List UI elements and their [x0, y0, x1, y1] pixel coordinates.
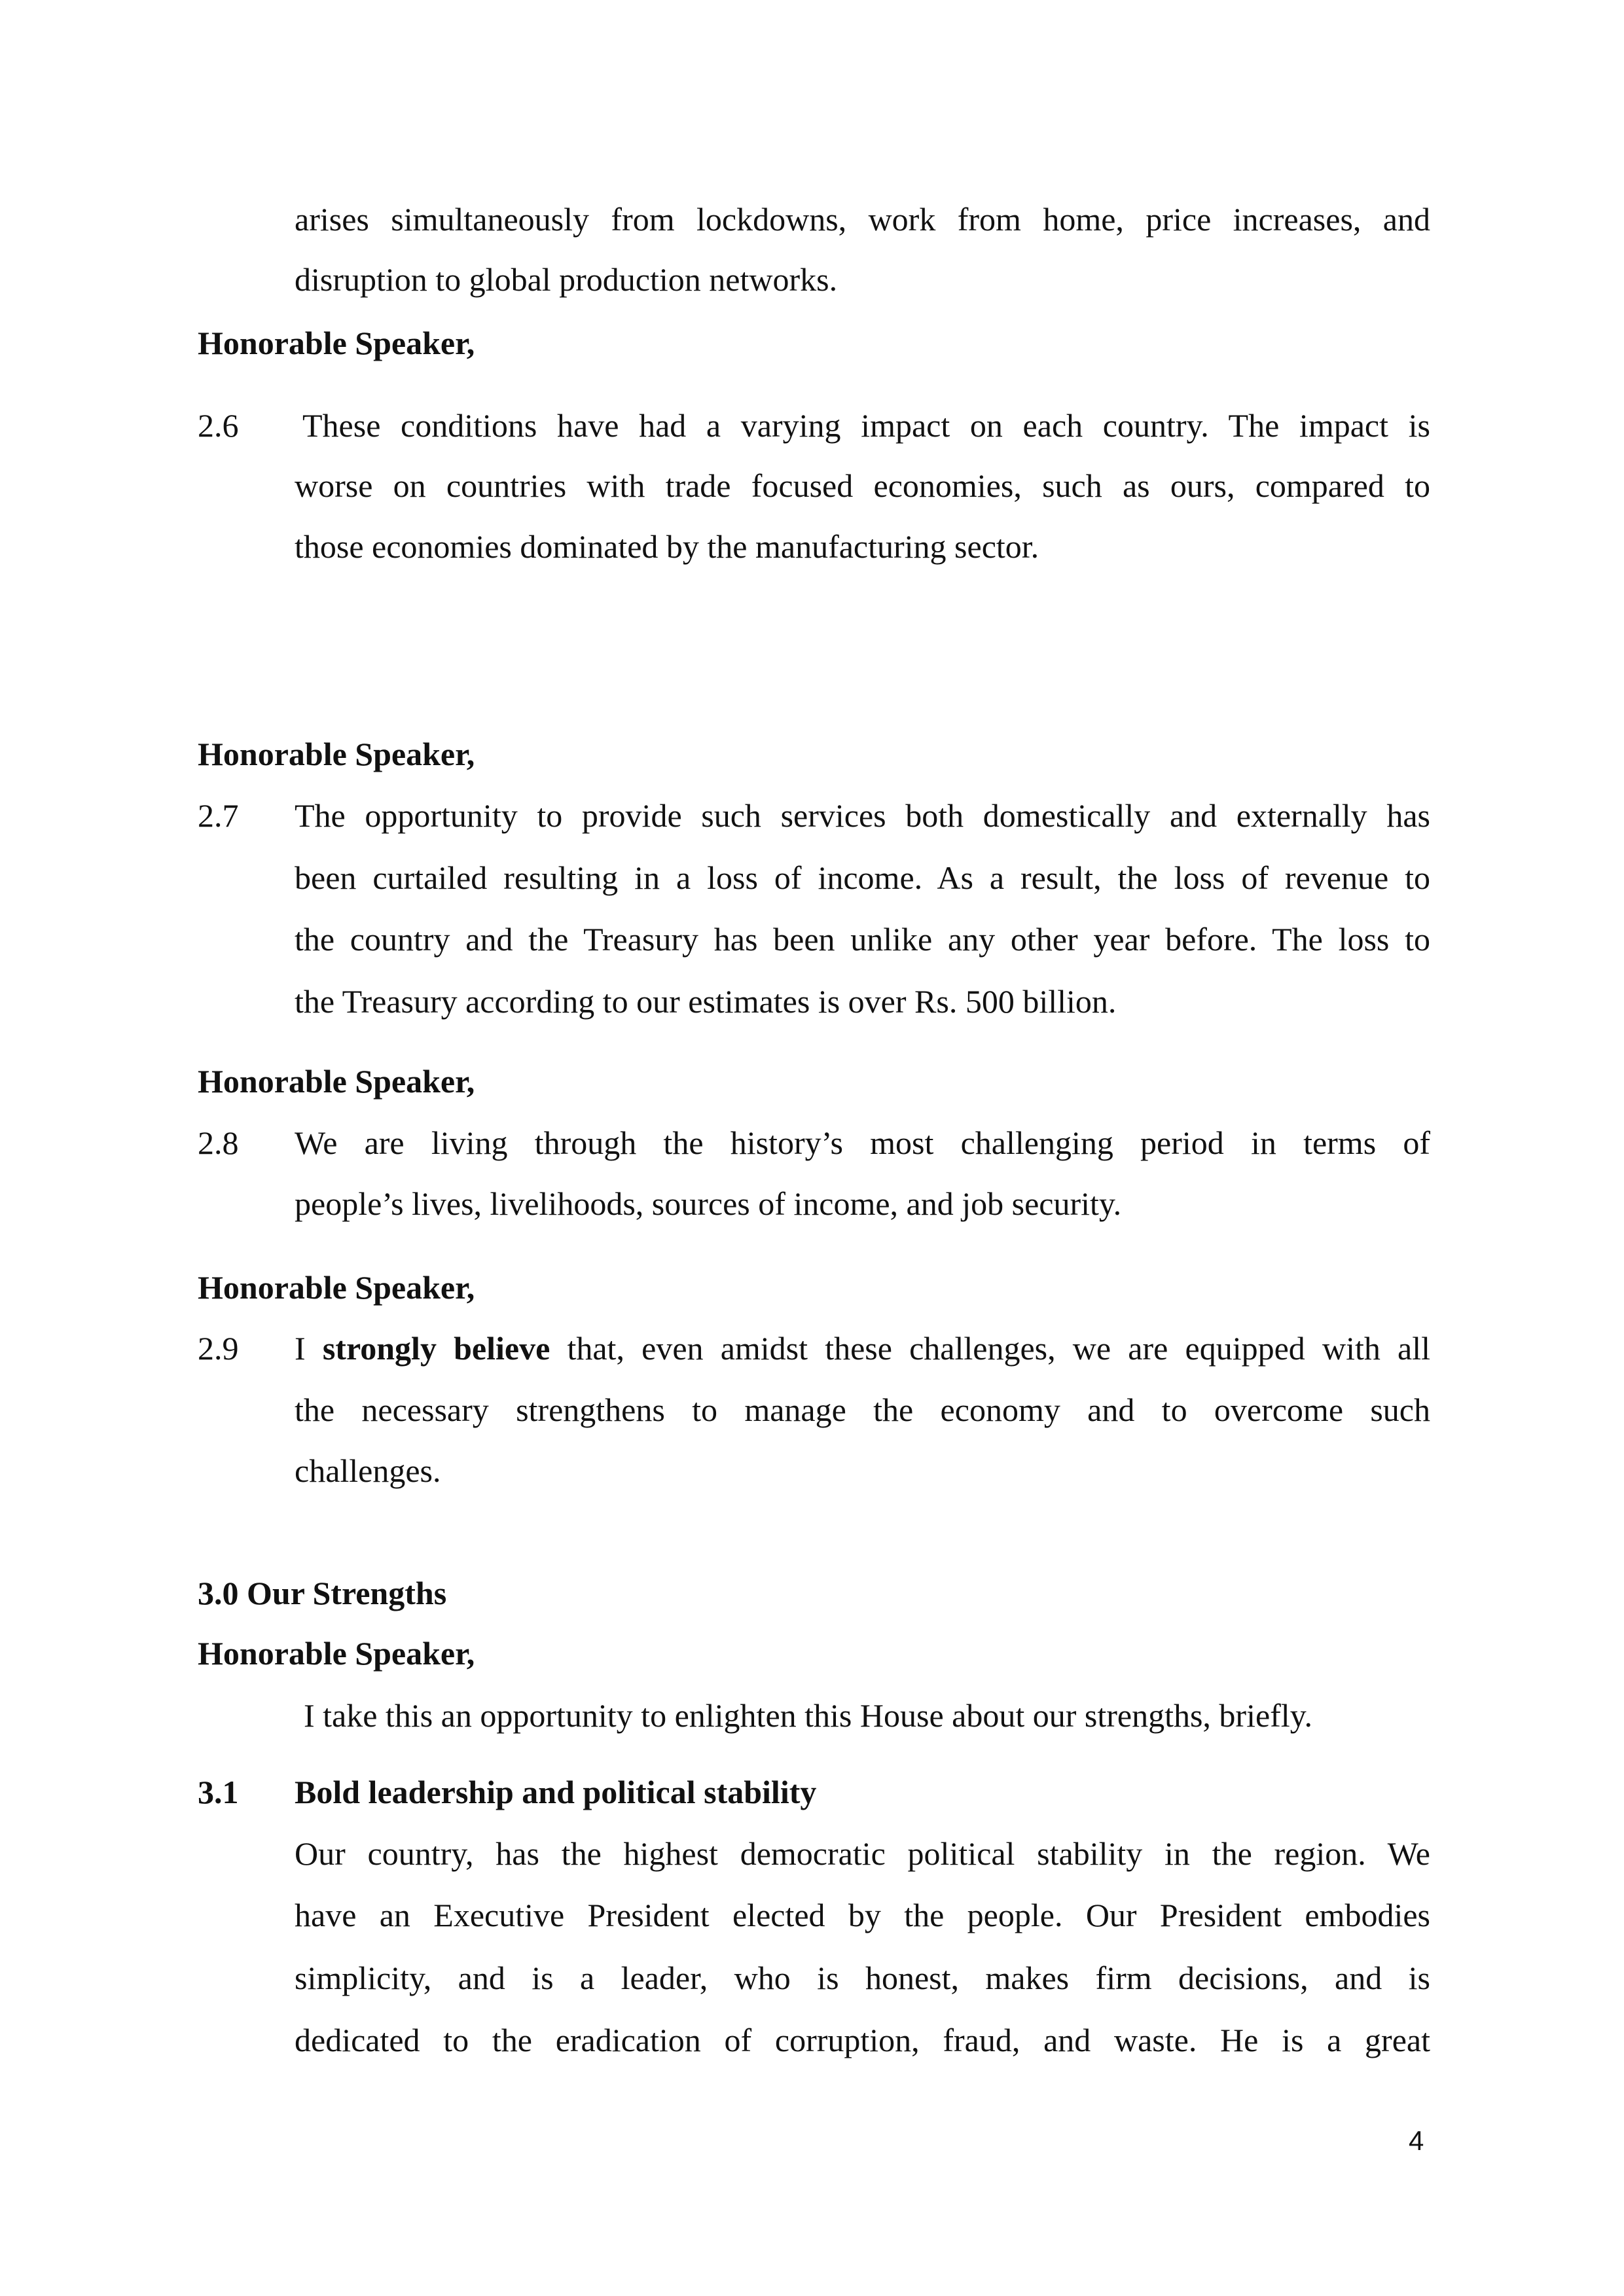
paragraph-line: The opportunity to provide such services both domestically and externally has — [295, 797, 1430, 834]
paragraph-line: the Treasury according to our estimates is over Rs. 500 billion. — [295, 983, 1117, 1020]
paragraph-number: 2.7 — [198, 797, 239, 834]
paragraph-line: We are living through the history’s most challenging period in terms of — [295, 1124, 1430, 1161]
paragraph-line: been curtailed resulting in a loss of income. As a result, the loss of revenue to — [295, 859, 1430, 896]
paragraph-line: challenges. — [295, 1452, 441, 1489]
paragraph-number: 3.1 — [198, 1774, 239, 1810]
emphasis-text: strongly believe — [322, 1330, 550, 1367]
text-run: I — [295, 1330, 323, 1367]
paragraph-number: 2.9 — [198, 1330, 239, 1367]
paragraph-number: 2.6 — [198, 407, 239, 444]
paragraph-line: These conditions have had a varying impact on each country. The impact is — [302, 407, 1430, 444]
paragraph-line: people’s lives, livelihoods, sources of income, and job security. — [295, 1185, 1122, 1222]
speaker-label: Honorable Speaker, — [198, 1063, 475, 1100]
section-heading: 3.0 Our Strengths — [198, 1575, 447, 1611]
paragraph-line: simplicity, and is a leader, who is honest, makes firm decisions, and is — [295, 1960, 1430, 1996]
speaker-label: Honorable Speaker, — [198, 1269, 475, 1306]
page-number: 4 — [1409, 2125, 1424, 2156]
paragraph-line: disruption to global production networks. — [295, 261, 838, 298]
subsection-title: Bold leadership and political stability — [295, 1774, 817, 1810]
speaker-label: Honorable Speaker, — [198, 736, 475, 772]
paragraph-line: the country and the Treasury has been unlike any other year before. The loss to — [295, 921, 1430, 958]
paragraph-line: dedicated to the eradication of corruption, fraud, and waste. He is a great — [295, 2022, 1430, 2058]
speaker-label: Honorable Speaker, — [198, 325, 475, 361]
paragraph-line: those economies dominated by the manufacturing sector. — [295, 528, 1039, 565]
speaker-label: Honorable Speaker, — [198, 1635, 475, 1672]
paragraph-number: 2.8 — [198, 1124, 239, 1161]
paragraph-line: I take this an opportunity to enlighten this House about our strengths, briefly. — [304, 1697, 1312, 1734]
text-run: that, even amidst these challenges, we are equipped with all — [550, 1330, 1431, 1367]
paragraph-line: Our country, has the highest democratic political stability in the region. We — [295, 1835, 1430, 1872]
paragraph-line: worse on countries with trade focused economies, such as ours, compared to — [295, 467, 1430, 504]
paragraph-line: have an Executive President elected by the people. Our President embodies — [295, 1897, 1430, 1933]
paragraph-line — [295, 1329, 1430, 1368]
paragraph-line: arises simultaneously from lockdowns, work from home, price increases, and — [295, 201, 1430, 238]
paragraph-line: the necessary strengthens to manage the economy and to overcome such — [295, 1391, 1430, 1428]
